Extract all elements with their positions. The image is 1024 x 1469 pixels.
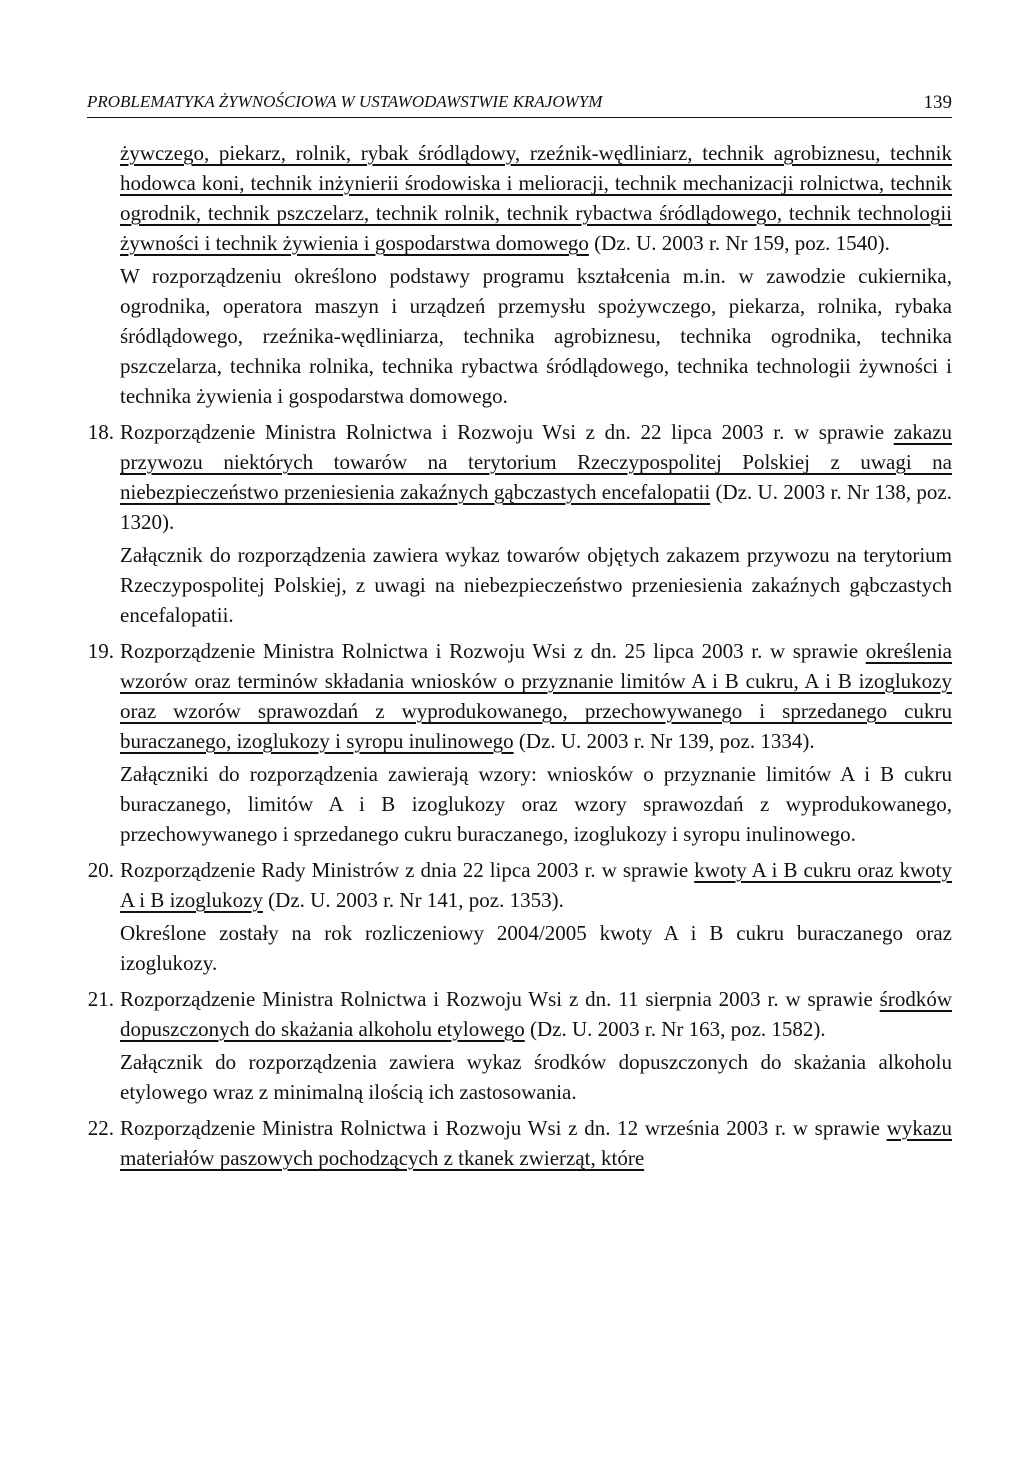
regulation-item-18 [87,417,952,630]
item-description: Określone zostały na rok rozliczeniowy 2004/2005 kwoty A i B cukru buraczanego oraz izoglukozy. [120,921,952,975]
item-description: Załącznik do rozporządzenia zawiera wykaz towarów objętych zakazem przywozu na terytorium Rzeczypospolitej Polskiej, z uwagi na niebezpieczeństwo przeniesienia zakaźnych gąbczastych encefalopatii. [120,543,952,627]
item-citation: (Dz. U. 2003 r. Nr 139, poz. 1334). [513,729,815,753]
item-intro: Rozporządzenie Rady Ministrów z dnia 22 lipca 2003 r. w sprawie [120,858,695,882]
item-number: 21. [87,987,114,1011]
item-title: wykazu materiałów paszowych pochodzących z tkanek zwierząt, które [120,1116,952,1170]
item-description: Załączniki do rozporządzenia zawierają wzory: wniosków o przyznanie limitów A i B cukru buraczanego, limitów A i B izoglukozy oraz wzory sprawozdań z wyprodukowanego, przechowywanego i sprzedanego cukru buraczanego, izoglukozy i syropu inulinowego. [120,762,952,846]
item-heading [120,855,952,915]
item-citation: (Dz. U. 2003 r. Nr 141, poz. 1353). [262,888,564,912]
item-title: kwoty A i B cukru oraz kwoty A i B izoglukozy [120,858,953,912]
regulation-item-22 [87,1113,952,1173]
page-number: 139 [923,92,952,113]
continuation-citation: (Dz. U. 2003 r. Nr 159, poz. 1540). [588,231,890,255]
regulation-item-20 [87,855,953,978]
item-title: określenia wzorów oraz terminów składania wniosków o przyznanie limitów A i B cukru, A i B izoglukozy oraz wzorów sprawozdań z wyprodukowanego, przechowywanego i sprzedanego cukru buraczanego, izoglukozy i syropu inulinowego [120,639,952,753]
item-description: Załącznik do rozporządzenia zawiera wykaz środków dopuszczonych do skażania alkoholu etylowego wraz z minimalną ilością ich zastosowania. [120,1050,952,1104]
item-heading [120,417,952,537]
item-number: 19. [87,639,114,663]
continuation-description: W rozporządzeniu określono podstawy programu kształcenia m.in. w zawodzie cukiernika, ogrodnika, operatora maszyn i urządzeń przemysłu spożywczego, piekarza, rolnika, rybaka śródlądowego, rzeźnika-wędliniarza, technika agrobiznesu, technika ogrodnika, technika pszczelarza, technika rolnika, technika rybactwa śródlądowego, technika technologii żywności i technika żywienia i gospodarstwa domowego. [120,264,952,408]
item-heading [120,1113,952,1173]
continuation-title: żywczego, piekarz, rolnik, rybak śródlądowy, rzeźnik-wędliniarz, technik agrobiznesu, technik hodowca koni, technik inżynierii środowiska i melioracji, technik mechanizacji rolnictwa, technik ogrodnik, technik pszczelarz, technik rolnik, technik rybactwa śródlądowego, technik technologii żywności i technik żywienia i gospodarstwa domowego [120,141,952,255]
running-header [87,92,952,118]
continuation-entry [120,138,952,258]
regulation-item-21 [87,984,952,1107]
item-heading [120,984,952,1044]
item-citation: (Dz. U. 2003 r. Nr 138, poz. 1320). [120,480,952,534]
page-body [87,138,953,1173]
item-intro: Rozporządzenie Ministra Rolnictwa i Rozwoju Wsi z dn. 12 września 2003 r. w sprawie [120,1116,887,1140]
item-title: zakazu przywozu niektórych towarów na terytorium Rzeczypospolitej Polskiej z uwagi na niebezpieczeństwo przeniesienia zakaźnych gąbczastych encefalopatii [120,420,952,504]
regulation-item-19 [87,636,952,849]
item-number: 20. [87,858,114,882]
item-intro: Rozporządzenie Ministra Rolnictwa i Rozwoju Wsi z dn. 22 lipca 2003 r. w sprawie [120,420,894,444]
item-intro: Rozporządzenie Ministra Rolnictwa i Rozwoju Wsi z dn. 25 lipca 2003 r. w sprawie [120,639,866,663]
item-intro: Rozporządzenie Ministra Rolnictwa i Rozwoju Wsi z dn. 11 sierpnia 2003 r. w sprawie [120,987,880,1011]
item-heading [120,636,952,756]
item-number: 22. [87,1116,114,1140]
item-number: 18. [87,420,114,444]
running-header-title: PROBLEMATYKA ŻYWNOŚCIOWA W USTAWODAWSTWIE KRAJOWYM [87,92,603,111]
item-citation: (Dz. U. 2003 r. Nr 163, poz. 1582). [524,1017,826,1041]
item-title: środków dopuszczonych do skażania alkoholu etylowego [120,987,952,1041]
